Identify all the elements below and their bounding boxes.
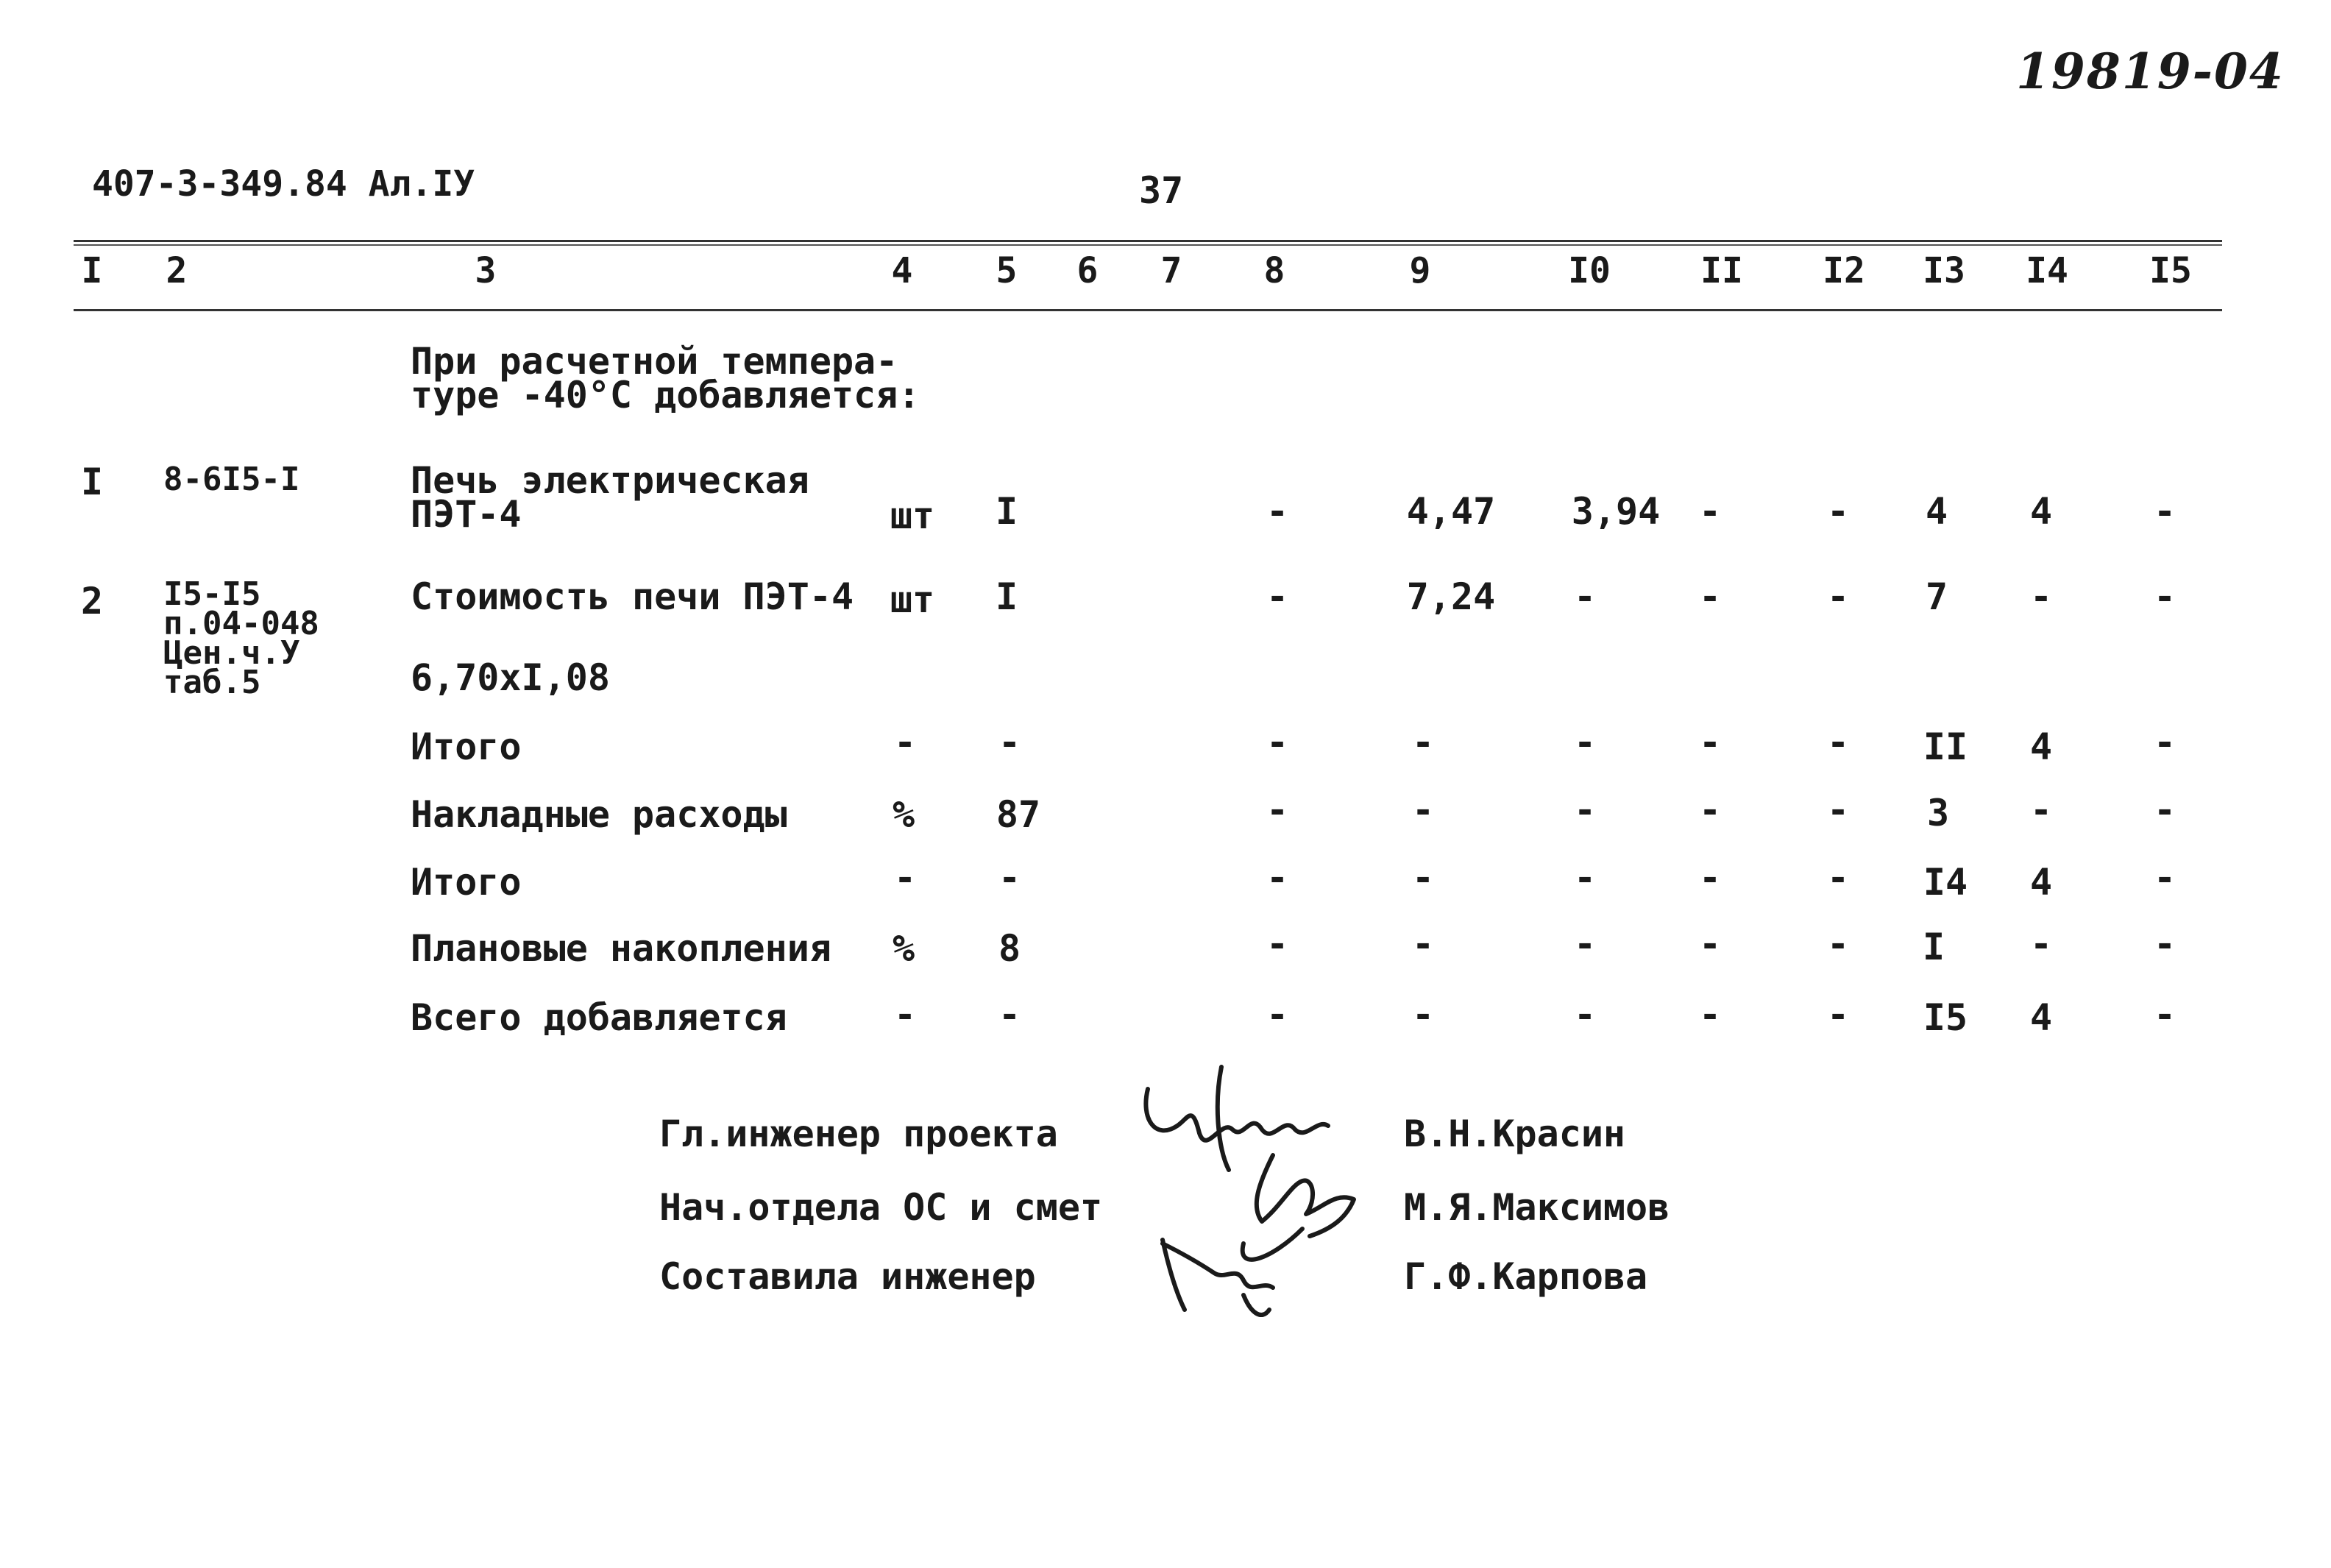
cell-col-13: 3: [1926, 792, 1950, 834]
cell-col-8: -: [1266, 856, 1289, 899]
cell-col-10: -: [1573, 721, 1597, 764]
cell-col-14: 4: [2029, 996, 2053, 1039]
column-number: I: [81, 250, 103, 291]
column-number: I0: [1568, 250, 1611, 291]
cell-quantity: 8: [998, 927, 1021, 970]
section-title-line: туре -40°С добавляется:: [411, 374, 920, 416]
cell-col-11: -: [1698, 789, 1722, 831]
column-number: 3: [475, 250, 497, 291]
norm-code-line: п.04-048: [163, 605, 319, 642]
cell-col-11: -: [1698, 856, 1722, 899]
cell-col-8: -: [1266, 789, 1289, 831]
cell-description: Итого: [411, 861, 522, 904]
cell-col-15: -: [2153, 856, 2176, 899]
cell-col-14: -: [2029, 789, 2053, 831]
column-number: 8: [1263, 250, 1285, 291]
cell-norm-code: 8-6I5-I: [163, 461, 300, 498]
column-number: 5: [996, 250, 1018, 291]
handwritten-signatures: [1133, 1060, 1383, 1324]
norm-code-line: Цен.ч.У: [163, 634, 300, 672]
cell-quantity: I: [995, 575, 1018, 618]
cell-quantity: -: [998, 993, 1021, 1036]
cell-col-12: -: [1826, 789, 1850, 831]
cell-item-number: 2: [80, 580, 104, 622]
cell-col-12: -: [1826, 490, 1850, 533]
cell-col-12: -: [1826, 923, 1850, 965]
cell-col-11: -: [1698, 923, 1722, 965]
table-top-rule-2: [74, 244, 2222, 246]
cell-description: 6,70хI,08: [411, 656, 610, 699]
cell-col-14: 4: [2029, 490, 2053, 533]
table-header-bottom-rule: [74, 309, 2222, 311]
cell-col-15: -: [2153, 923, 2176, 965]
cell-col-13: 4: [1925, 490, 1948, 533]
cell-col-10: -: [1573, 789, 1597, 831]
cell-col-12: -: [1826, 575, 1850, 618]
cell-col-11: -: [1698, 490, 1722, 533]
cell-unit: %: [892, 927, 915, 970]
cell-description: Плановые накопления: [411, 927, 831, 970]
cell-norm-code: [163, 575, 319, 701]
cell-col-8: -: [1266, 575, 1289, 618]
cell-col-9: 7,24: [1406, 575, 1496, 618]
cell-col-13: I4: [1923, 861, 1968, 904]
cell-col-10: 3,94: [1571, 490, 1661, 533]
page-number: 37: [1139, 169, 1184, 212]
cell-col-14: 4: [2029, 726, 2053, 768]
cell-col-8: -: [1266, 721, 1289, 764]
cell-quantity: -: [998, 721, 1021, 764]
table-top-rule: [74, 240, 2222, 242]
cell-unit: -: [893, 993, 917, 1036]
column-number: I4: [2026, 250, 2068, 291]
cell-col-15: -: [2153, 993, 2176, 1036]
description-line: Печь электрическая: [411, 459, 809, 502]
cell-col-13: I5: [1923, 996, 1968, 1039]
cell-col-14: 4: [2029, 861, 2053, 904]
section-title: [411, 340, 920, 416]
cell-col-12: -: [1826, 721, 1850, 764]
cell-col-8: -: [1266, 993, 1289, 1036]
cell-col-15: -: [2153, 490, 2176, 533]
cell-col-10: -: [1573, 993, 1597, 1036]
cell-quantity: 87: [996, 793, 1041, 836]
signature-title: Нач.отдела ОС и смет: [659, 1186, 1103, 1229]
column-number: 7: [1160, 250, 1182, 291]
cell-unit: шт: [890, 494, 935, 537]
archive-stamp-number: 19819-04: [2016, 43, 2285, 100]
cell-col-9: -: [1411, 856, 1435, 899]
cell-col-10: -: [1573, 923, 1597, 965]
column-number: I5: [2149, 250, 2192, 291]
cell-unit: -: [893, 721, 917, 764]
cell-col-14: -: [2029, 923, 2053, 965]
cell-col-9: -: [1411, 721, 1435, 764]
cell-col-13: II: [1923, 726, 1968, 768]
cell-description: Всего добавляется: [411, 996, 787, 1039]
cell-col-12: -: [1826, 993, 1850, 1036]
norm-code-line: таб.5: [163, 664, 261, 701]
column-number: 2: [166, 250, 188, 291]
cell-col-12: -: [1826, 856, 1850, 899]
cell-col-14: -: [2029, 575, 2053, 618]
cell-col-10: -: [1573, 575, 1597, 618]
cell-description: [411, 459, 809, 536]
cell-col-8: -: [1266, 923, 1289, 965]
cell-description: Накладные расходы: [411, 793, 787, 836]
column-number: 4: [891, 250, 913, 291]
cell-quantity: -: [998, 856, 1021, 899]
cell-col-15: -: [2153, 789, 2176, 831]
column-number: 9: [1409, 250, 1431, 291]
signature-name: В.Н.Красин: [1404, 1113, 1626, 1155]
signature-title: Составила инженер: [659, 1255, 1036, 1298]
cell-quantity: I: [995, 490, 1018, 533]
cell-unit: %: [892, 793, 915, 836]
cell-item-number: I: [80, 461, 104, 503]
cell-col-8: -: [1266, 490, 1289, 533]
cell-col-10: -: [1573, 856, 1597, 899]
document-code: 407-3-349.84 Ал.IУ: [92, 163, 475, 205]
cell-col-9: -: [1411, 923, 1435, 965]
section-title-line: При расчетной темпера-: [411, 340, 898, 383]
cell-unit: -: [893, 856, 917, 899]
cell-col-11: -: [1698, 721, 1722, 764]
column-number: 6: [1076, 250, 1099, 291]
cell-col-15: -: [2153, 721, 2176, 764]
norm-code-line: I5-I5: [163, 575, 261, 613]
cell-col-13: 7: [1925, 575, 1948, 618]
signature-name: Г.Ф.Карпова: [1404, 1255, 1648, 1298]
column-number: II: [1700, 250, 1743, 291]
cell-col-9: -: [1411, 993, 1435, 1036]
signature-name: М.Я.Максимов: [1404, 1186, 1670, 1229]
cell-col-9: -: [1411, 789, 1435, 831]
cell-description: Стоимость печи ПЭТ-4: [411, 575, 854, 618]
cell-col-11: -: [1698, 993, 1722, 1036]
cell-col-13: I: [1922, 926, 1945, 968]
cell-description: Итого: [411, 726, 522, 768]
description-line: ПЭТ-4: [411, 493, 522, 536]
column-number: I2: [1823, 250, 1865, 291]
cell-col-15: -: [2153, 575, 2176, 618]
cell-unit: шт: [890, 578, 935, 621]
cell-col-9: 4,47: [1406, 490, 1496, 533]
signature-title: Гл.инженер проекта: [659, 1113, 1058, 1155]
column-number: I3: [1923, 250, 1965, 291]
cell-col-11: -: [1698, 575, 1722, 618]
